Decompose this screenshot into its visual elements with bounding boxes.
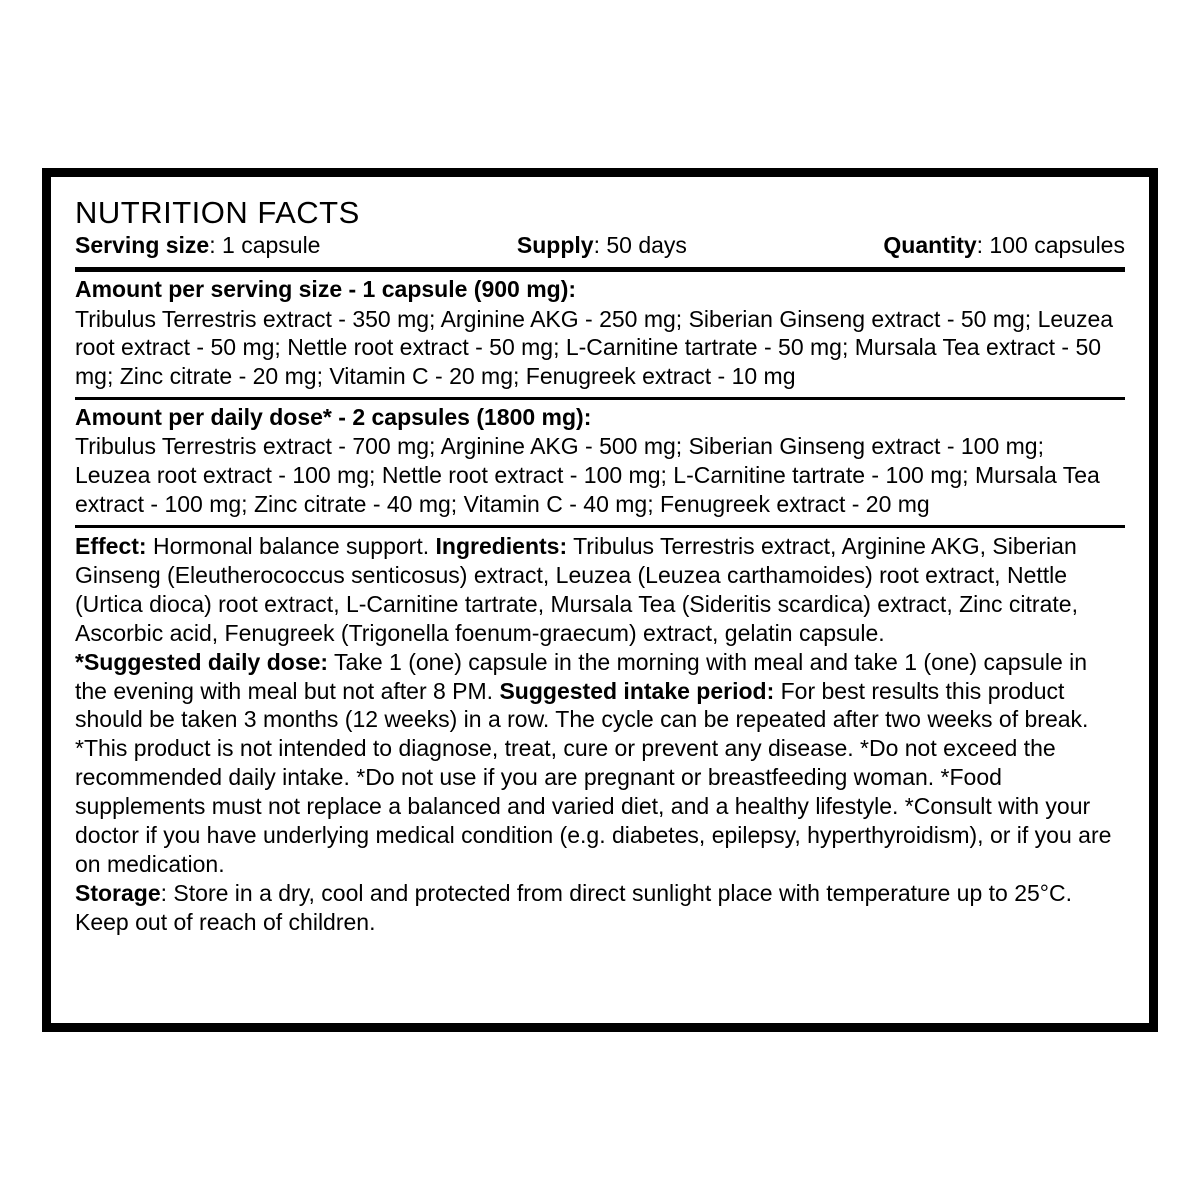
effect-text: Hormonal balance support. bbox=[146, 532, 436, 559]
divider-top bbox=[75, 267, 1125, 272]
notes-block bbox=[75, 532, 1125, 938]
per-daily-dose-heading: Amount per daily dose* - 2 capsules (1800 mg): bbox=[75, 403, 592, 430]
suggested-dose-label: *Suggested daily dose: bbox=[75, 648, 329, 675]
storage-text: : Store in a dry, cool and protected from direct sunlight place with temperature up to 25°C. Keep out of reach of children. bbox=[75, 880, 1072, 936]
ingredients-text: Tribulus Terrestris extract, Arginine AKG, Siberian Ginseng (Eleutherococcus senticosus) extract, Leuzea (Leuzea carthamoides) root extract, Nettle (Urtica dioca) root extract, L-Carnitine tartrate, Mursala Tea (Sideritis scardica) extract, Zinc citrate, Ascorbic acid, Fenugreek (Trigonella foenum-graecum) extract, gelatin capsule. bbox=[75, 532, 1078, 646]
per-serving-block bbox=[75, 276, 1125, 391]
serving-size-label: Serving size bbox=[75, 231, 210, 258]
supply-value: : 50 days bbox=[593, 231, 687, 258]
serving-size bbox=[75, 232, 320, 258]
serving-size-value: : 1 capsule bbox=[209, 231, 321, 258]
quantity-value: : 100 capsules bbox=[976, 231, 1125, 258]
panel-inner bbox=[51, 177, 1149, 1023]
storage-label: Storage bbox=[75, 880, 161, 907]
quantity-label: Quantity bbox=[883, 231, 977, 258]
notes-paragraph bbox=[75, 532, 1125, 648]
per-daily-dose-body: Tribulus Terrestris extract - 700 mg; Arginine AKG - 500 mg; Siberian Ginseng extract - 100 mg; Leuzea root extract - 100 mg; Nettle root extract - 100 mg; L-Carnitine tartrate - 100 mg; Mursala Tea extract - 100 mg; Zinc citrate - 40 mg; Vitamin C - 40 mg; Fenugreek extract - 20 mg bbox=[75, 433, 1100, 517]
intake-period-text: For best results this product should be taken 3 months (12 weeks) in a row. The cycle can be repeated after two weeks of break. *This product is not intended to diagnose, treat, cure or prevent any disease. *Do not exceed the recommended daily intake. *Do not use if you are pregnant or breastfeeding woman. *Food supplements must not replace a balanced and varied diet, and a healthy lifestyle. *Consult with your doctor if you have underlying medical condition (e.g. diabetes, epilepsy, hyperthyroidism), or if you are on medication. bbox=[75, 677, 1112, 878]
supply-label: Supply bbox=[516, 231, 594, 258]
per-serving-body: Tribulus Terrestris extract - 350 mg; Arginine AKG - 250 mg; Siberian Ginseng extract - 50 mg; Leuzea root extract - 50 mg; Nettle root extract - 50 mg; L-Carnitine tartrate - 50 mg; Mursala Tea extract - 50 mg; Zinc citrate - 20 mg; Vitamin C - 20 mg; Fenugreek extract - 10 mg bbox=[75, 305, 1114, 390]
dose-paragraph bbox=[75, 648, 1125, 880]
ingredients-label: Ingredients: bbox=[435, 532, 568, 559]
divider-bottom bbox=[75, 525, 1125, 528]
supply bbox=[517, 232, 687, 258]
per-daily-dose-block bbox=[75, 404, 1125, 519]
suggested-dose-text: Take 1 (one) capsule in the morning with meal and take 1 (one) capsule in the evening with meal but not after 8 PM. bbox=[75, 648, 1088, 704]
nutrition-facts-panel bbox=[42, 168, 1158, 1032]
effect-label: Effect: bbox=[75, 532, 147, 559]
storage-paragraph bbox=[75, 879, 1125, 937]
divider-middle bbox=[75, 397, 1125, 400]
intake-period-label: Suggested intake period: bbox=[499, 677, 775, 704]
serving-summary-row bbox=[75, 232, 1125, 262]
per-serving-heading: Amount per serving size - 1 capsule (900 mg): bbox=[75, 275, 577, 302]
page-title: NUTRITION FACTS bbox=[75, 195, 360, 230]
quantity bbox=[883, 232, 1125, 258]
